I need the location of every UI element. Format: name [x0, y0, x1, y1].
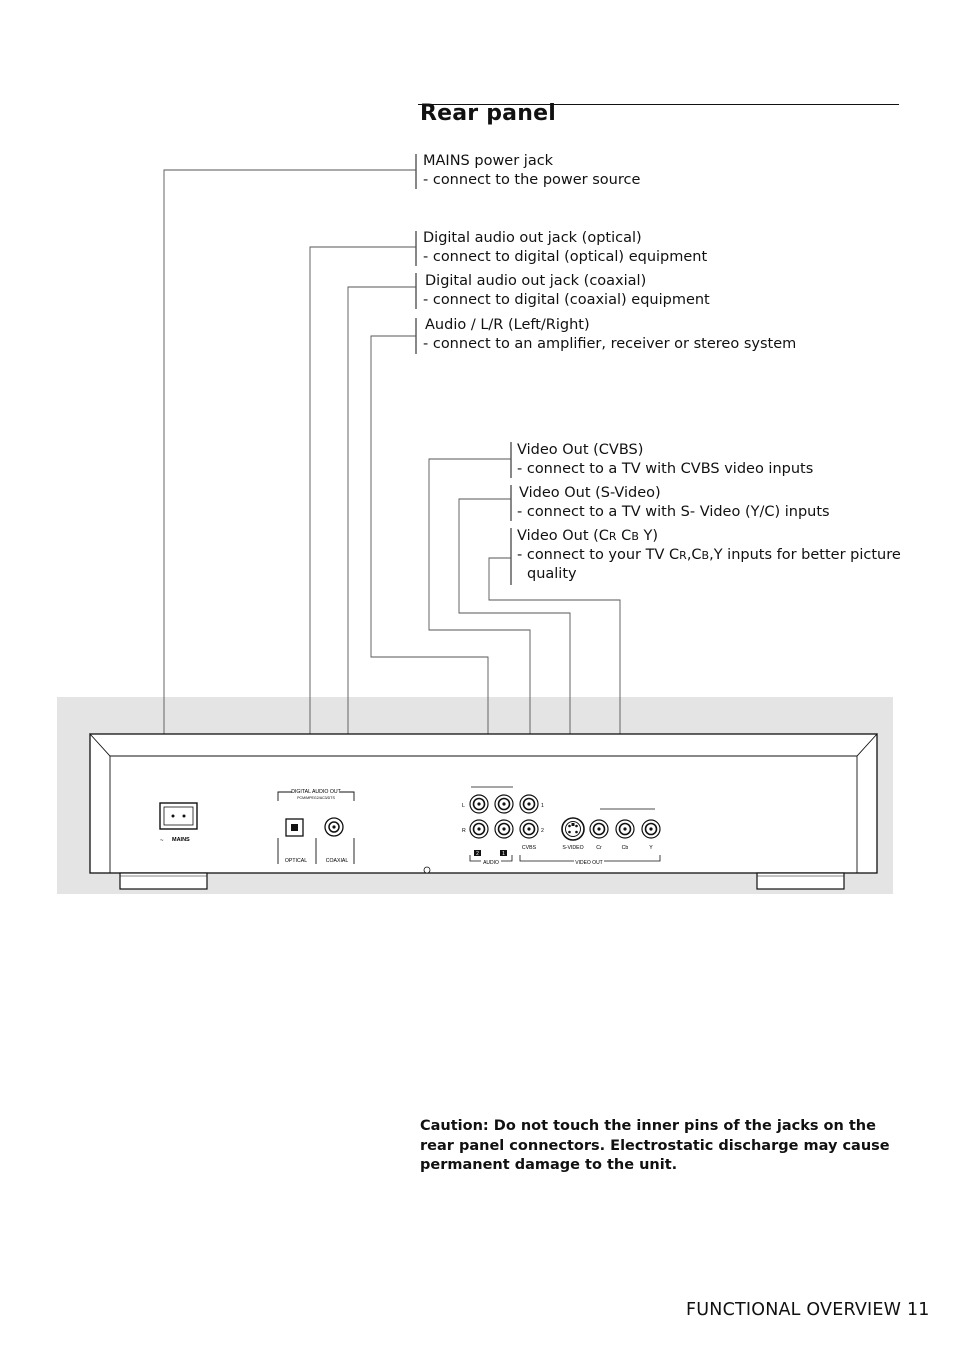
digital-audio-out-label: DIGITAL AUDIO OUT: [291, 789, 341, 795]
callout-optical-desc: - connect to digital (optical) equipment: [423, 249, 708, 265]
callout-brackets: [416, 154, 511, 585]
cvbs-panel-label: CVBS: [521, 845, 537, 851]
left-foot: [120, 873, 207, 889]
callout-cvbs-label: Video Out (CVBS): [517, 442, 644, 458]
callout-coaxial-label: Digital audio out jack (coaxial): [425, 273, 647, 289]
callout-optical-label: Digital audio out jack (optical): [423, 230, 642, 246]
callout-audio-label: Audio / L/R (Left/Right): [425, 317, 590, 333]
cvbs-jack-1: [520, 795, 538, 813]
coaxial-panel-label: COAXIAL: [325, 858, 349, 864]
right-foot: [757, 873, 844, 889]
digital-formats-label: PCM/MPEG2/AC3/DTS: [297, 796, 335, 800]
cb-jack: [616, 820, 634, 838]
y-panel-label: Y: [649, 845, 653, 851]
audio-jack-l1: [495, 795, 513, 813]
video-out-panel-label: VIDEO OUT: [575, 860, 603, 866]
y-jack: [642, 820, 660, 838]
cvbs-jack-2: [520, 820, 538, 838]
callout-svideo-desc: - connect to a TV with S- Video (Y/C) inputs: [517, 504, 830, 520]
svideo-jack: [562, 818, 584, 840]
audio-jack-l2: [470, 795, 488, 813]
callout-audio-desc: - connect to an amplifier, receiver or stereo system: [423, 336, 797, 352]
right-channel-label: R: [462, 828, 466, 834]
callout-svideo-label: Video Out (S-Video): [519, 485, 661, 501]
audio-jack-r2: [470, 820, 488, 838]
caution-note: Caution: Do not touch the inner pins of the jacks on the rear panel connectors. Electrostatic discharge may cause permanent damage to the unit.: [420, 1118, 890, 1173]
callout-mains-desc: - connect to the power source: [423, 172, 641, 188]
callout-component-label: Video Out (CR CB Y): [517, 528, 658, 544]
mains-panel-label: MAINS: [172, 837, 190, 843]
badge-one-label: 1: [502, 851, 505, 857]
cr-panel-label: Cr: [596, 845, 602, 851]
screw-hole: [424, 867, 430, 873]
svideo-panel-label: S-VIDEO: [562, 845, 584, 851]
callout-component-desc: - connect to your TV CR,CB,Y inputs for better picture: [517, 547, 901, 563]
optical-panel-label: OPTICAL: [284, 858, 308, 864]
callout-mains-label: MAINS power jack: [423, 153, 554, 169]
audio-panel-label: AUDIO: [483, 860, 499, 866]
page-title: Rear panel: [420, 101, 556, 126]
badge-two-label: 2: [476, 851, 479, 857]
jack-two-label: 2: [541, 828, 544, 834]
coaxial-jack: [325, 818, 343, 836]
cr-jack: [590, 820, 608, 838]
callout-component-desc-line2: quality: [527, 566, 577, 582]
mains-tilde: ~: [160, 838, 164, 844]
callout-cvbs-desc: - connect to a TV with CVBS video inputs: [517, 461, 814, 477]
cb-panel-label: Cb: [621, 845, 629, 851]
page-footer: FUNCTIONAL OVERVIEW 11: [686, 1300, 930, 1320]
audio-jack-r1: [495, 820, 513, 838]
left-channel-label: L: [462, 803, 465, 809]
jack-one-label: 1: [541, 803, 544, 809]
callout-coaxial-desc: - connect to digital (coaxial) equipment: [423, 292, 710, 308]
